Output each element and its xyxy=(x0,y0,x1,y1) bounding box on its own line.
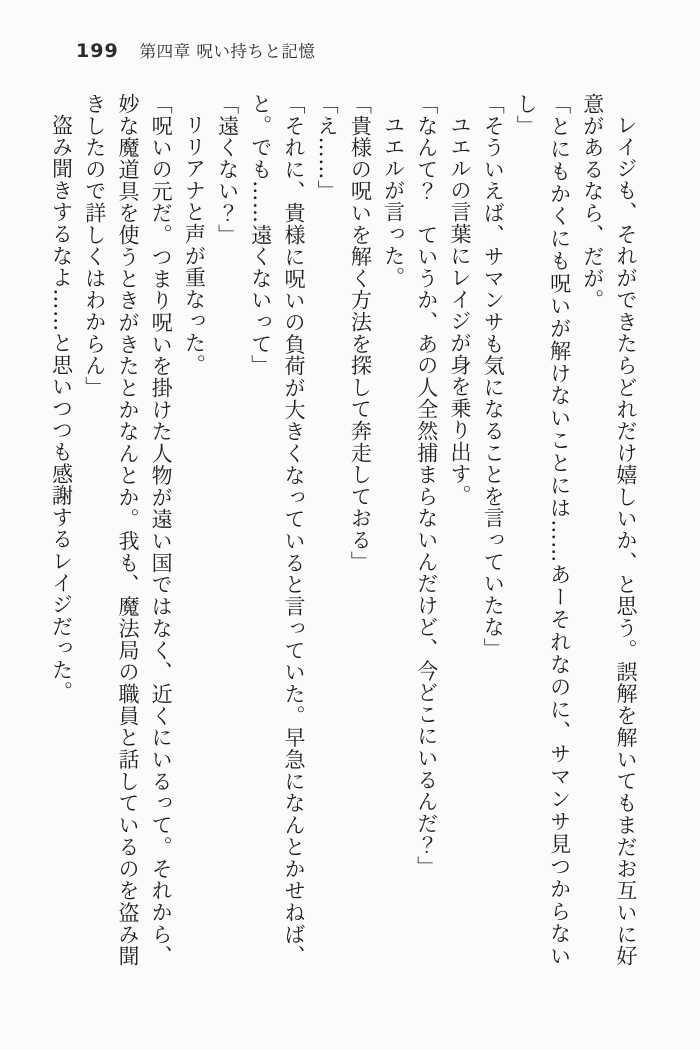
body-text xyxy=(49,93,642,967)
paragraph: 「貴様の呪いを解く方法を探して奔走しておる」 xyxy=(348,93,373,573)
paragraph: 「遠くない？」 xyxy=(215,93,240,246)
paragraph: レイジも、それができたらどれだけ嬉しいか、と思う。誤解を解いてもまだお互いに好意があるなら、だが。 xyxy=(580,93,638,967)
paragraph: ユエルの言葉にレイジが身を乗り出す。 xyxy=(447,114,472,507)
paragraph: 「とにもかくにも呪いが解けないことには……あーそれなのに、サマンサ見つからないし」 xyxy=(514,93,572,967)
paragraph: ユエルが言った。 xyxy=(381,114,406,289)
chapter-title: 第四章 呪い持ちと記憶 xyxy=(139,42,316,61)
paragraph: 盗み聞きするなよ……と思いつつも感謝するレイジだった。 xyxy=(49,114,74,703)
running-head xyxy=(76,38,315,62)
paragraph: 「それに、貴様に呪いの負荷が大きくなっていると言っていた。早急になんとかせねば、と。でも……遠くないって」 xyxy=(248,93,306,967)
paragraph: 「呪いの元だ。つまり呪いを掛けた人物が遠い国ではなく、近くにいるって。それから、妙な魔道具を使うときがきたとかなんとか。我も、魔法局の職員と話しているのを盗み聞きしたので詳しくはわからん」 xyxy=(82,93,174,967)
paragraph: 「え……」 xyxy=(315,93,340,202)
paragraph: 「なんて？ ていうか、あの人全然捕まらないんだけど、今どこにいるんだ？」 xyxy=(414,93,439,878)
paragraph: 「そういえば、サマンサも気になることを言っていたな」 xyxy=(481,93,506,660)
paragraph: リリアナと声が重なった。 xyxy=(182,114,207,376)
page-number: 199 xyxy=(76,40,119,62)
